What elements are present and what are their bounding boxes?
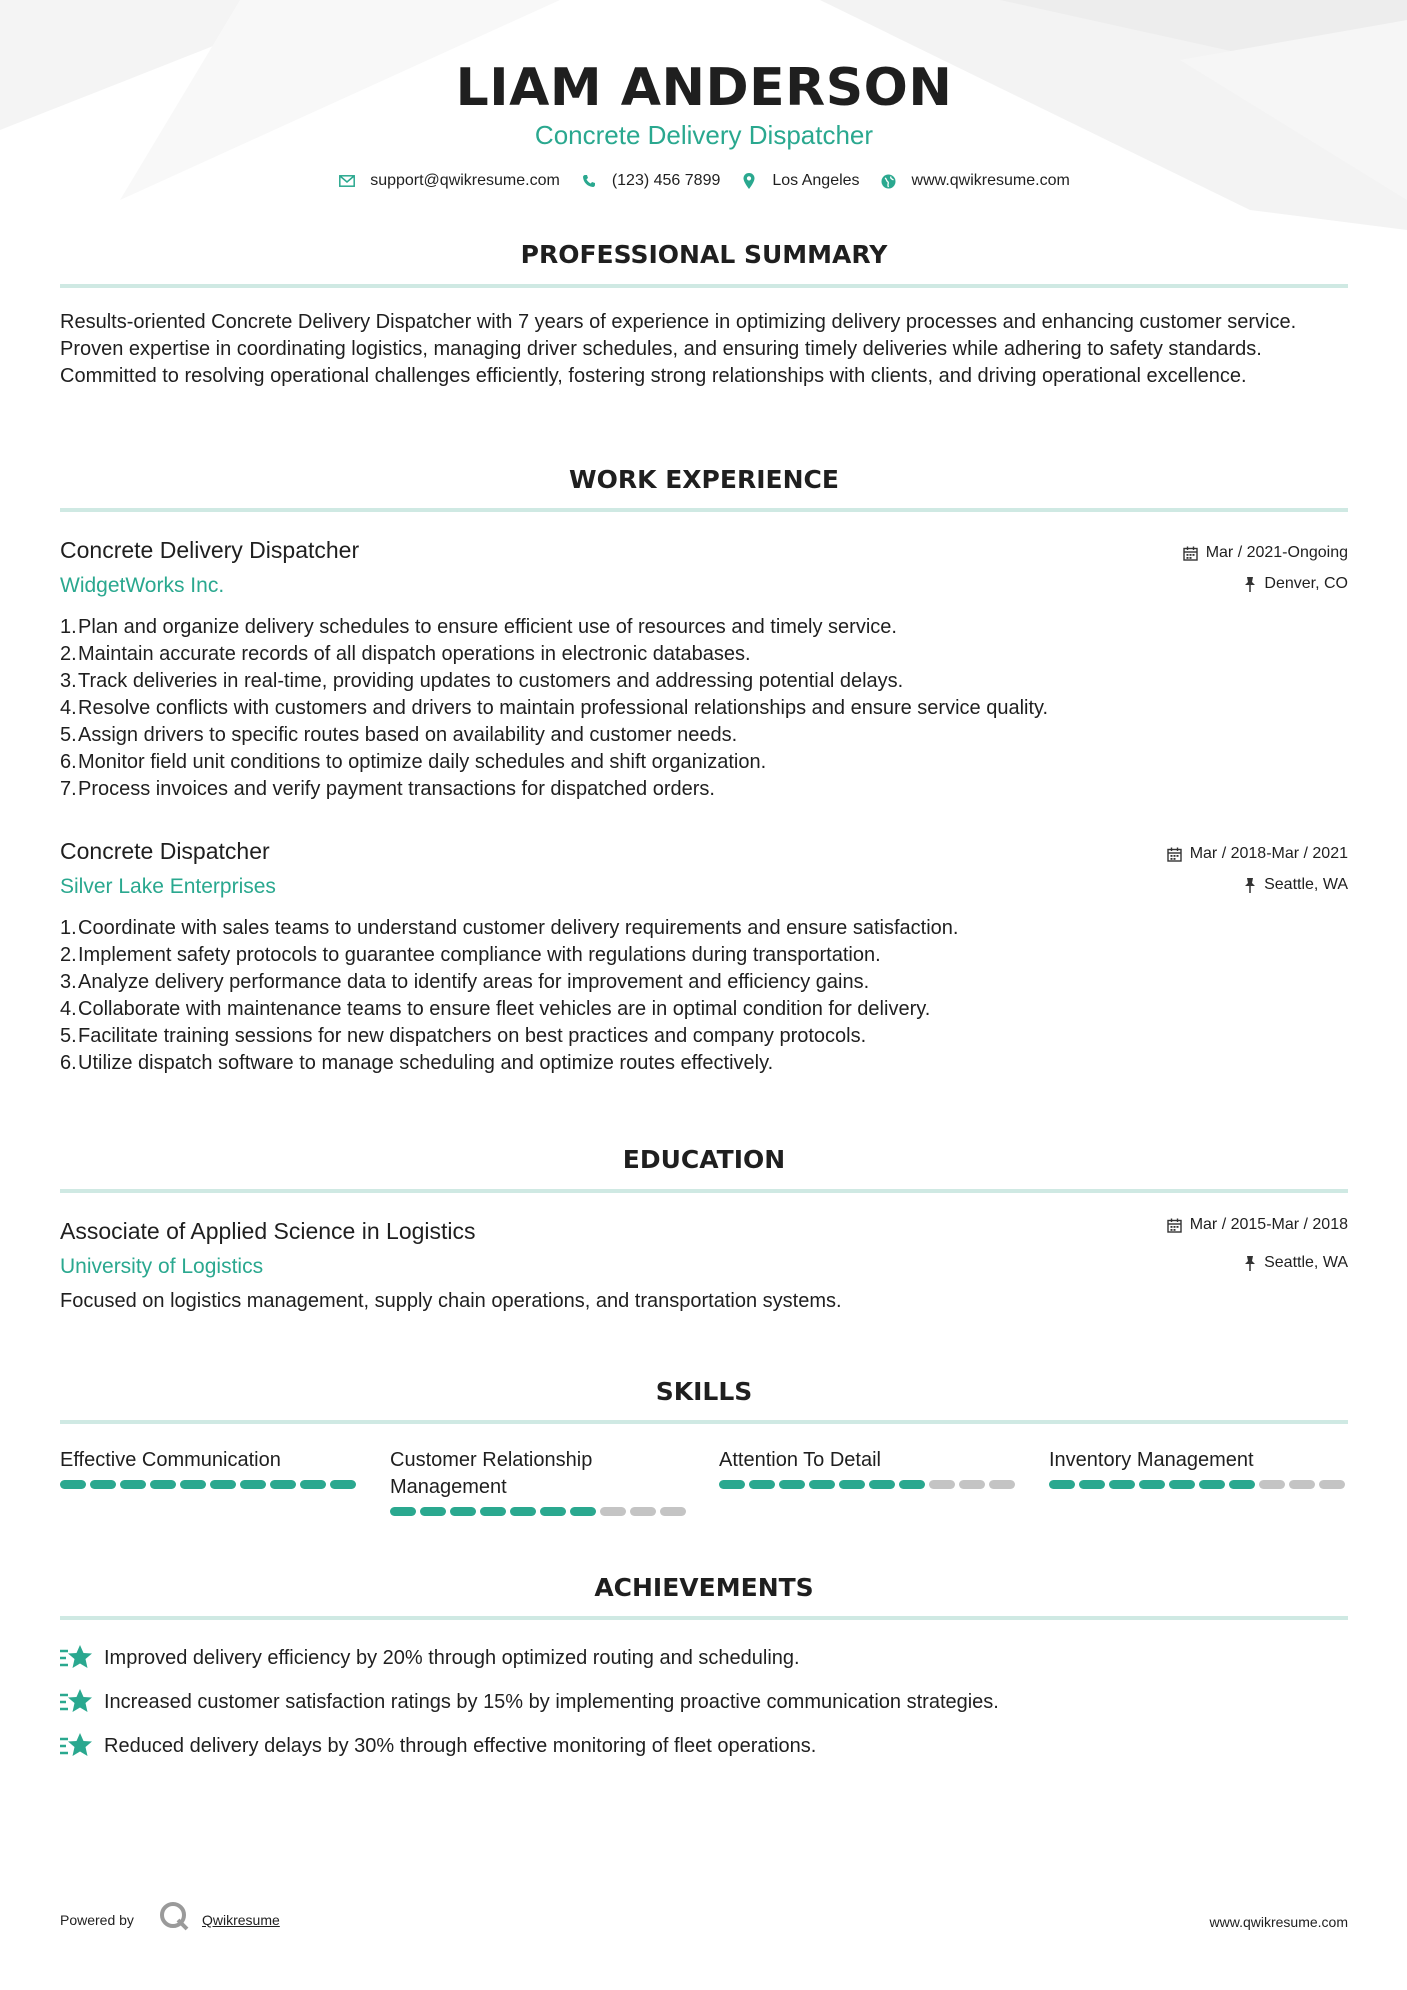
skill-segment-filled xyxy=(839,1480,865,1489)
bullet-item xyxy=(60,776,1348,803)
skill-rating-bar xyxy=(719,1480,1019,1489)
education-dates-text: Mar / 2015-Mar / 2018 xyxy=(1189,1216,1348,1233)
skill-segment-filled xyxy=(240,1480,266,1489)
bullet-number: 5. xyxy=(60,724,77,746)
pushpin-icon xyxy=(1244,577,1256,592)
contact-email[interactable] xyxy=(338,172,560,190)
achievements-divider xyxy=(60,1616,1348,1620)
skill-segment-empty xyxy=(1289,1480,1315,1489)
education-degree: Associate of Applied Science in Logistics xyxy=(60,1218,476,1244)
bullet-number: 5. xyxy=(60,1025,77,1047)
bullet-number: 4. xyxy=(60,697,77,719)
job-company: WidgetWorks Inc. xyxy=(60,574,225,597)
map-pin-icon xyxy=(740,172,758,190)
qwikresume-logo-icon[interactable] xyxy=(158,1900,190,1932)
skills-heading: SKILLS xyxy=(655,1377,753,1406)
contact-email-text: support@qwikresume.com xyxy=(370,172,560,189)
education-dates xyxy=(1167,1216,1348,1234)
bullet-item xyxy=(60,996,1348,1023)
skill-item xyxy=(60,1447,360,1489)
skills-divider xyxy=(60,1420,1348,1424)
calendar-icon xyxy=(1167,847,1182,862)
skill-segment-empty xyxy=(1319,1480,1345,1489)
bullet-item xyxy=(60,749,1348,776)
bullet-text: Plan and organize delivery schedules to ensure efficient use of resources and timely service. xyxy=(78,616,897,638)
bullet-item xyxy=(60,915,1348,942)
skill-segment-filled xyxy=(180,1480,206,1489)
job-dates-text: Mar / 2021-Ongoing xyxy=(1205,544,1348,561)
bullet-item xyxy=(60,722,1348,749)
job-location-text: Denver, CO xyxy=(1264,575,1348,592)
bullet-text: Utilize dispatch software to manage scheduling and optimize routes effectively. xyxy=(78,1052,774,1074)
job-location xyxy=(1244,575,1348,593)
skill-segment-filled xyxy=(1169,1480,1195,1489)
bullet-text: Track deliveries in real-time, providing updates to customers and addressing potential delays. xyxy=(78,670,904,692)
skill-segment-empty xyxy=(660,1507,686,1516)
qwikresume-link[interactable]: Qwikresume xyxy=(202,1912,280,1928)
skill-name: Effective Communication xyxy=(60,1449,281,1471)
summary-heading: PROFESSIONAL SUMMARY xyxy=(520,240,888,269)
contact-location xyxy=(740,172,859,190)
skill-segment-empty xyxy=(600,1507,626,1516)
education-location xyxy=(1244,1254,1348,1272)
skill-segment-filled xyxy=(869,1480,895,1489)
bullet-text: Monitor field unit conditions to optimize daily schedules and shift organization. xyxy=(78,751,767,773)
bullet-number: 6. xyxy=(60,751,77,773)
skill-segment-filled xyxy=(450,1507,476,1516)
skill-segment-filled xyxy=(420,1507,446,1516)
skill-segment-filled xyxy=(809,1480,835,1489)
skill-segment-filled xyxy=(510,1507,536,1516)
bullet-item xyxy=(60,695,1348,722)
education-divider xyxy=(60,1189,1348,1193)
skill-segment-filled xyxy=(390,1507,416,1516)
bullet-item xyxy=(60,969,1348,996)
achievement-item xyxy=(60,1687,999,1717)
experience-divider xyxy=(60,508,1348,512)
skill-segment-filled xyxy=(540,1507,566,1516)
skill-segment-filled xyxy=(1139,1480,1165,1489)
achievement-text: Improved delivery efficiency by 20% through optimized routing and scheduling. xyxy=(104,1646,800,1669)
skill-segment-filled xyxy=(270,1480,296,1489)
skill-item xyxy=(1049,1447,1349,1489)
bullet-number: 2. xyxy=(60,944,77,966)
skill-segment-filled xyxy=(1079,1480,1105,1489)
education-school: University of Logistics xyxy=(60,1255,264,1278)
contact-bar xyxy=(60,172,1348,190)
achievement-text: Reduced delivery delays by 30% through effective monitoring of fleet operations. xyxy=(104,1734,817,1757)
job-company: Silver Lake Enterprises xyxy=(60,875,276,898)
candidate-name: LIAM ANDERSON xyxy=(455,58,953,118)
contact-website[interactable] xyxy=(880,172,1070,190)
skill-rating-bar xyxy=(60,1480,360,1489)
job-title: Concrete Delivery Dispatcher xyxy=(60,537,360,563)
job-bullets xyxy=(60,614,1348,803)
achievement-text: Increased customer satisfaction ratings by 15% by implementing proactive communication strategies. xyxy=(104,1690,999,1713)
bullet-number: 6. xyxy=(60,1052,77,1074)
education-heading: EDUCATION xyxy=(622,1145,786,1174)
job-dates xyxy=(1183,544,1348,562)
envelope-icon xyxy=(338,172,356,190)
candidate-role: Concrete Delivery Dispatcher xyxy=(534,120,874,150)
skill-segment-filled xyxy=(1049,1480,1075,1489)
bullet-item xyxy=(60,668,1348,695)
skill-segment-filled xyxy=(719,1480,745,1489)
skill-segment-filled xyxy=(779,1480,805,1489)
skill-name: Attention To Detail xyxy=(719,1449,881,1471)
powered-by-label: Powered by xyxy=(60,1912,134,1928)
experience-heading: WORK EXPERIENCE xyxy=(569,465,839,494)
star-achievement-icon xyxy=(60,1687,94,1717)
footer xyxy=(60,1900,1348,1940)
bullet-text: Analyze delivery performance data to identify areas for improvement and efficiency gains. xyxy=(78,971,870,993)
star-achievement-icon xyxy=(60,1643,94,1673)
bullet-number: 7. xyxy=(60,778,77,800)
contact-location-text: Los Angeles xyxy=(772,172,860,189)
job-title: Concrete Dispatcher xyxy=(60,838,270,864)
skill-segment-filled xyxy=(150,1480,176,1489)
calendar-icon xyxy=(1167,1218,1182,1233)
job-dates xyxy=(1167,845,1348,863)
skill-segment-filled xyxy=(570,1507,596,1516)
skill-segment-filled xyxy=(60,1480,86,1489)
skill-segment-filled xyxy=(120,1480,146,1489)
job-location-text: Seattle, WA xyxy=(1264,876,1348,893)
pushpin-icon xyxy=(1244,878,1256,893)
bullet-text: Coordinate with sales teams to understand customer delivery requirements and ensure satisfaction. xyxy=(78,917,959,939)
contact-website-text: www.qwikresume.com xyxy=(911,172,1070,189)
bullet-number: 3. xyxy=(60,670,77,692)
skill-item xyxy=(390,1447,690,1516)
bullet-number: 2. xyxy=(60,643,77,665)
bullet-item xyxy=(60,614,1348,641)
skill-name: Customer Relationship Management xyxy=(390,1449,593,1498)
bullet-number: 1. xyxy=(60,917,77,939)
skill-item xyxy=(719,1447,1019,1489)
job-dates-text: Mar / 2018-Mar / 2021 xyxy=(1189,845,1348,862)
skill-segment-filled xyxy=(749,1480,775,1489)
footer-website[interactable]: www.qwikresume.com xyxy=(1209,1914,1348,1930)
summary-text: Results-oriented Concrete Delivery Dispatcher with 7 years of experience in optimizing delivery processes and enhancing customer service. Proven expertise in coordinating logistics, managing driver schedules, and ensuring timely deliveries while adhering to safety standards. Committed to resolving operational challenges efficiently, fostering strong relationships with clients, and driving operational excellence. xyxy=(60,311,1297,387)
skill-segment-empty xyxy=(1259,1480,1285,1489)
summary-divider xyxy=(60,284,1348,288)
achievement-item xyxy=(60,1643,800,1673)
bullet-text: Assign drivers to specific routes based on availability and customer needs. xyxy=(78,724,738,746)
skill-segment-empty xyxy=(959,1480,985,1489)
bullet-text: Facilitate training sessions for new dispatchers on best practices and company protocols. xyxy=(78,1025,867,1047)
skill-segment-empty xyxy=(630,1507,656,1516)
skill-segment-filled xyxy=(480,1507,506,1516)
skill-rating-bar xyxy=(390,1507,690,1516)
bullet-item xyxy=(60,641,1348,668)
skill-rating-bar xyxy=(1049,1480,1349,1489)
bullet-text: Implement safety protocols to guarantee compliance with regulations during transportation. xyxy=(78,944,881,966)
skill-segment-filled xyxy=(1109,1480,1135,1489)
phone-icon xyxy=(580,172,598,190)
skill-segment-filled xyxy=(1229,1480,1255,1489)
skill-segment-filled xyxy=(330,1480,356,1489)
education-description: Focused on logistics management, supply chain operations, and transportation systems. xyxy=(60,1290,842,1312)
skill-name: Inventory Management xyxy=(1049,1449,1254,1471)
bullet-text: Resolve conflicts with customers and drivers to maintain professional relationships and ensure service quality. xyxy=(78,697,1049,719)
contact-phone-text: (123) 456 7899 xyxy=(611,172,721,189)
skill-segment-empty xyxy=(929,1480,955,1489)
skill-segment-filled xyxy=(300,1480,326,1489)
calendar-icon xyxy=(1183,546,1198,561)
pushpin-icon xyxy=(1244,1256,1256,1271)
job-bullets xyxy=(60,915,1348,1077)
education-location-text: Seattle, WA xyxy=(1264,1254,1348,1271)
skill-segment-filled xyxy=(210,1480,236,1489)
star-achievement-icon xyxy=(60,1731,94,1761)
globe-icon xyxy=(880,172,898,190)
contact-phone[interactable] xyxy=(580,172,721,190)
bullet-number: 3. xyxy=(60,971,77,993)
bullet-number: 1. xyxy=(60,616,77,638)
bullet-item xyxy=(60,1050,1348,1077)
bullet-text: Process invoices and verify payment transactions for dispatched orders. xyxy=(78,778,715,800)
bullet-text: Collaborate with maintenance teams to ensure fleet vehicles are in optimal condition for delivery. xyxy=(78,998,931,1020)
achievements-heading: ACHIEVEMENTS xyxy=(594,1573,814,1602)
bullet-item xyxy=(60,942,1348,969)
achievement-item xyxy=(60,1731,816,1761)
bullet-item xyxy=(60,1023,1348,1050)
skill-segment-filled xyxy=(1199,1480,1225,1489)
skill-segment-filled xyxy=(90,1480,116,1489)
skill-segment-empty xyxy=(989,1480,1015,1489)
skill-segment-filled xyxy=(899,1480,925,1489)
bullet-text: Maintain accurate records of all dispatch operations in electronic databases. xyxy=(78,643,751,665)
job-location xyxy=(1244,876,1348,894)
bullet-number: 4. xyxy=(60,998,77,1020)
